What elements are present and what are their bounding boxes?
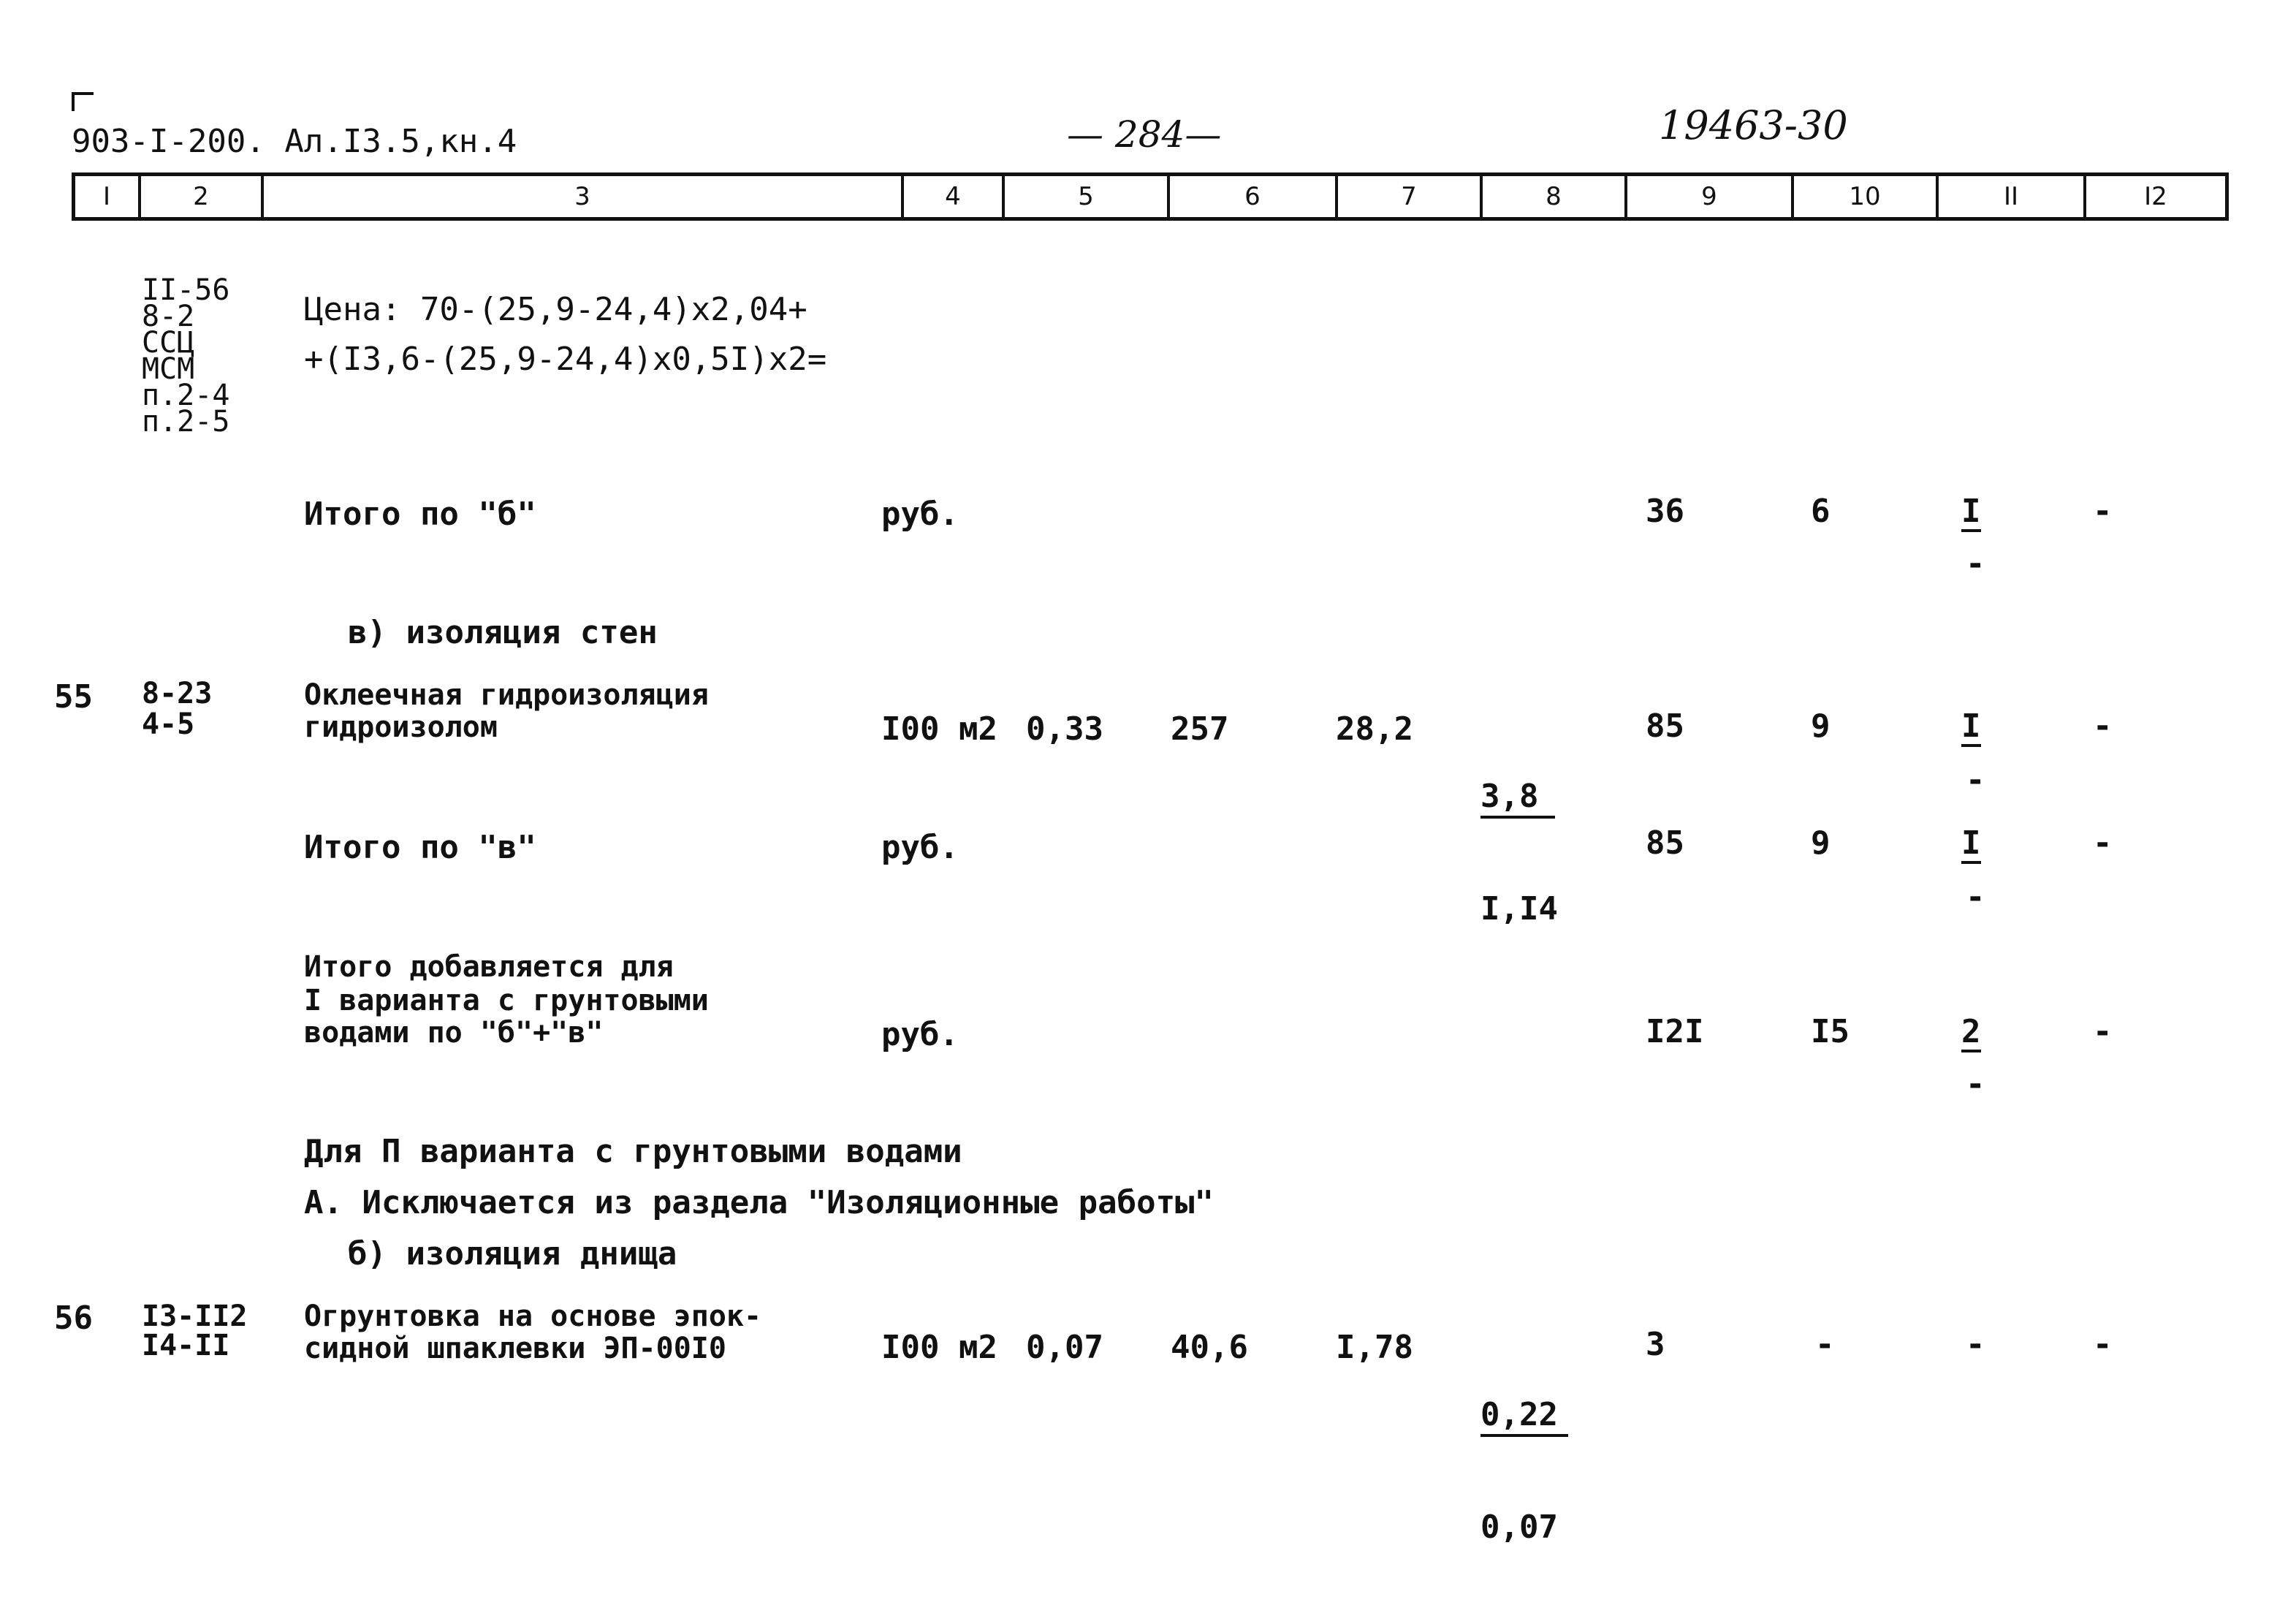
col9-cell: 85 bbox=[1646, 708, 1684, 745]
col9-cell: 3 bbox=[1646, 1326, 1665, 1363]
total-label-line: водами по "б"+"в" bbox=[304, 1016, 604, 1050]
price-cell: 40,6 bbox=[1171, 1329, 1248, 1366]
col11-cell bbox=[1961, 1014, 2023, 1052]
total-label-line: Итого добавляется для bbox=[304, 950, 674, 984]
row-number: 56 bbox=[54, 1300, 93, 1337]
price-formula-line: Цена: 70-(25,9-24,4)x2,04+ bbox=[304, 291, 807, 328]
total-label-line: I варианта с грунтовыми bbox=[304, 984, 709, 1017]
column-header: I bbox=[75, 176, 141, 217]
unit-cell: руб. bbox=[881, 496, 959, 533]
price-ref: 8-23 bbox=[142, 677, 213, 710]
column-header: 8 bbox=[1483, 176, 1627, 217]
price-formula-line: +(I3,6-(25,9-24,4)x0,5I)x2= bbox=[304, 341, 827, 378]
price-ref: I3-II2 bbox=[142, 1300, 248, 1333]
col10-cell: I5 bbox=[1811, 1013, 1850, 1050]
column-header: I2 bbox=[2144, 182, 2167, 211]
col10-cell: 9 bbox=[1811, 824, 1831, 862]
qty-cell: 0,07 bbox=[1026, 1329, 1103, 1366]
column-header-row bbox=[72, 172, 2229, 221]
col8-numerator: 0,22 bbox=[1480, 1397, 1568, 1437]
price-ref: I4-II bbox=[142, 1329, 230, 1362]
unit-cell: руб. bbox=[881, 1016, 959, 1053]
col9-cell: 36 bbox=[1646, 493, 1684, 530]
item-name-line: Оклеечная гидроизоляция bbox=[304, 678, 709, 712]
col7-cell: I,78 bbox=[1336, 1329, 1413, 1366]
col8-fraction bbox=[1480, 1327, 1597, 1615]
price-ref: ССЦ bbox=[142, 326, 195, 360]
corner-mark bbox=[72, 92, 94, 111]
col11-below: - bbox=[1966, 545, 1985, 583]
col10-cell: 9 bbox=[1811, 708, 1831, 745]
col12-cell: - bbox=[2093, 1326, 2113, 1363]
col11-value: I bbox=[1961, 709, 1981, 747]
unit-cell: I00 м2 bbox=[881, 1329, 997, 1366]
column-header: 10 bbox=[1794, 176, 1939, 217]
row-number: 55 bbox=[54, 678, 93, 716]
col9-cell: I2I bbox=[1646, 1013, 1704, 1050]
column-header: 7 bbox=[1338, 176, 1483, 217]
section-heading: А. Исключается из раздела "Изоляционные работы" bbox=[304, 1184, 1214, 1221]
item-name-line: Огрунтовка на основе эпок- bbox=[304, 1300, 762, 1333]
col8-denominator: I,I4 bbox=[1480, 890, 1558, 928]
page-number: — 284— bbox=[1067, 113, 1222, 156]
col11-below: - bbox=[1966, 1066, 1985, 1103]
col11-cell bbox=[1961, 494, 2023, 532]
price-ref: п.2-4 bbox=[142, 379, 230, 412]
col9-cell: 85 bbox=[1646, 824, 1684, 862]
col8-fraction bbox=[1480, 709, 1597, 997]
price-ref: 8-2 bbox=[142, 300, 195, 333]
col11-below: - bbox=[1966, 762, 1985, 799]
col7-cell: 28,2 bbox=[1336, 710, 1413, 748]
archive-number: 19463-30 bbox=[1659, 102, 1848, 148]
section-title: б) изоляция днища bbox=[348, 1235, 677, 1272]
price-cell: 257 bbox=[1171, 710, 1229, 748]
column-header: 9 bbox=[1627, 176, 1794, 217]
column-header: 6 bbox=[1170, 176, 1338, 217]
col11-cell: - bbox=[1966, 1326, 1985, 1363]
column-header: 5 bbox=[1005, 176, 1170, 217]
column-header: 4 bbox=[904, 176, 1005, 217]
col12-cell: - bbox=[2093, 824, 2113, 862]
col11-below: - bbox=[1966, 879, 1985, 916]
column-header: II bbox=[1939, 176, 2086, 217]
doc-code: 903-I-200. Ал.I3.5,кн.4 bbox=[72, 123, 517, 160]
unit-cell: руб. bbox=[881, 829, 959, 866]
item-name-line: гидроизолом bbox=[304, 710, 498, 744]
col12-cell: - bbox=[2093, 708, 2113, 745]
item-name-line: сидной шпаклевки ЭП-00I0 bbox=[304, 1332, 726, 1365]
col8-denominator: 0,07 bbox=[1480, 1509, 1558, 1546]
price-ref: II-56 bbox=[142, 273, 230, 307]
total-label: Итого по "в" bbox=[304, 829, 536, 866]
unit-cell: I00 м2 bbox=[881, 710, 997, 748]
col12-cell: - bbox=[2093, 493, 2113, 530]
col10-cell: 6 bbox=[1811, 493, 1831, 530]
col10-cell: - bbox=[1815, 1326, 1835, 1363]
col8-numerator: 3,8 bbox=[1480, 779, 1555, 819]
col12-cell: - bbox=[2093, 1013, 2113, 1050]
qty-cell: 0,33 bbox=[1026, 710, 1103, 748]
price-ref: МСМ bbox=[142, 352, 195, 386]
price-ref: п.2-5 bbox=[142, 405, 230, 439]
column-header: 2 bbox=[141, 176, 264, 217]
col11-cell bbox=[1961, 709, 2023, 747]
section-title: в) изоляция стен bbox=[348, 614, 658, 651]
price-ref: 4-5 bbox=[142, 708, 195, 741]
section-heading: Для П варианта с грунтовыми водами bbox=[304, 1133, 962, 1170]
col11-cell bbox=[1961, 826, 2023, 864]
col11-value: I bbox=[1961, 826, 1981, 864]
column-header: 3 bbox=[264, 176, 904, 217]
total-label: Итого по "б" bbox=[304, 496, 536, 533]
col11-value: 2 bbox=[1961, 1014, 1981, 1052]
col11-value: I bbox=[1961, 494, 1981, 532]
